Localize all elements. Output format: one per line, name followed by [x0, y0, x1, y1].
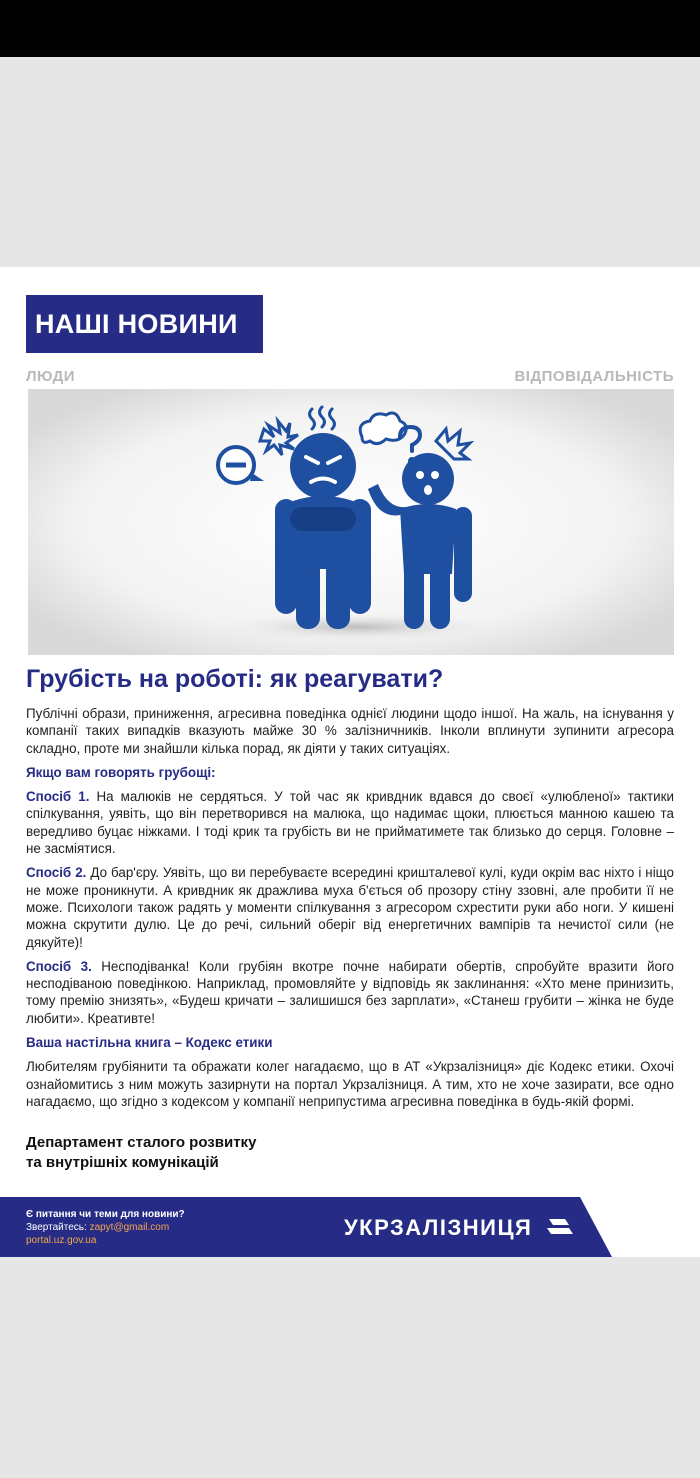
way-2-text: До бар'єру. Уявіть, що ви перебуваєте всередині кришталевої кулі, куди окрім вас ніхто і ніщо не може проникнути. А кривдник як дражлива муха б'ється об прозору стіну ззовні, але пробити її не може. Психологи також радять у моменти спілкування з агресором схрестити руки або ноги. У кишені можна скрутити дулю. Це до речі, сильний оберіг від енергетичних вампірів та нечистої сили (не дякуйте)!	[26, 865, 674, 950]
signature-line-1: Департамент сталого розвитку	[26, 1134, 257, 1151]
way-2-paragraph	[26, 864, 674, 950]
category-label-left: ЛЮДИ	[26, 368, 76, 385]
footer-contact	[26, 1222, 169, 1233]
article-title: Грубість на роботі: як реагувати?	[26, 665, 444, 693]
footer-portal-link[interactable]: portal.uz.gov.ua	[26, 1235, 97, 1246]
footer-email-link[interactable]: zapyt@gmail.com	[89, 1222, 170, 1233]
way-2-label: Спосіб 2.	[26, 865, 87, 881]
way-1-text: На малюків не сердяться. У той час як кривдник вдався до своєї «улюбленої» тактики спілкування, уявіть, що він перетворився на малюка, що надимає щоки, плюється манною кашею та вередливо буцає ніжками. І тоді крик та грубість ви не прийматимете так близько до серця. Головне – не засміятися.	[26, 789, 674, 857]
signature-line-2: та внутрішніх комунікацій	[26, 1154, 219, 1171]
footer-question: Є питання чи теми для новини?	[26, 1209, 185, 1220]
logo-mark-icon	[547, 1219, 573, 1235]
subhead-rudeness: Якщо вам говорять грубощі:	[26, 764, 216, 780]
footer	[0, 1197, 700, 1257]
way-3-label: Спосіб 3.	[26, 958, 92, 974]
news-page	[0, 267, 700, 1257]
footer-contact-prefix: Звертайтесь:	[26, 1222, 90, 1233]
way-1-label: Спосіб 1.	[26, 789, 90, 805]
closing-paragraph: Любителям грубіянити та ображати колег нагадаємо, що в АТ «Укрзалізниця» діє Кодекс етики. Охочі ознайомитись з ним можуть зазирнути на портал Укрзалізниця. А тим, хто не хоче зазирати, все одно нагадаємо, що згідно з кодексом у компанії неприпустима агресивна поведінка в будь-якій формі.	[26, 1059, 674, 1109]
category-label-right: ВІДПОВІДАЛЬНІСТЬ	[514, 368, 674, 385]
article-body	[26, 705, 674, 1117]
article-intro: Публічні образи, приниження, агресивна поведінка однієї людини щодо іншої. На жаль, на існування у компанії таких випадків вказують майже 30 % залізничників. Інколи вплинути зупинити агресора складно, проте ми знайшли кілька порад, як діяти у таких ситуаціях.	[26, 706, 674, 756]
subhead-ethics-code: Ваша настільна книга – Кодекс етики	[26, 1035, 273, 1051]
way-3-paragraph	[26, 958, 674, 1027]
signature	[26, 1133, 256, 1173]
status-bar	[0, 0, 700, 57]
section-banner: НАШІ НОВИНИ	[26, 295, 263, 353]
way-3-text: Несподіванка! Коли грубіян вкотре почне набирати обертів, спробуйте вразити його несподіваною поведінкою. Наприклад, промовляйте у відповідь як заклинання: «Хто мене принизить, тому премію знизять», «Будеш кричати – залишишся без зарплати», «Станеш грубити – жінка не буде любити». Креативте!	[26, 958, 674, 1026]
conflict-illustration	[28, 389, 674, 655]
ukrzaliznytsia-logo: УКРЗАЛІЗНИЦЯ	[344, 1215, 533, 1240]
way-1-paragraph	[26, 788, 674, 857]
